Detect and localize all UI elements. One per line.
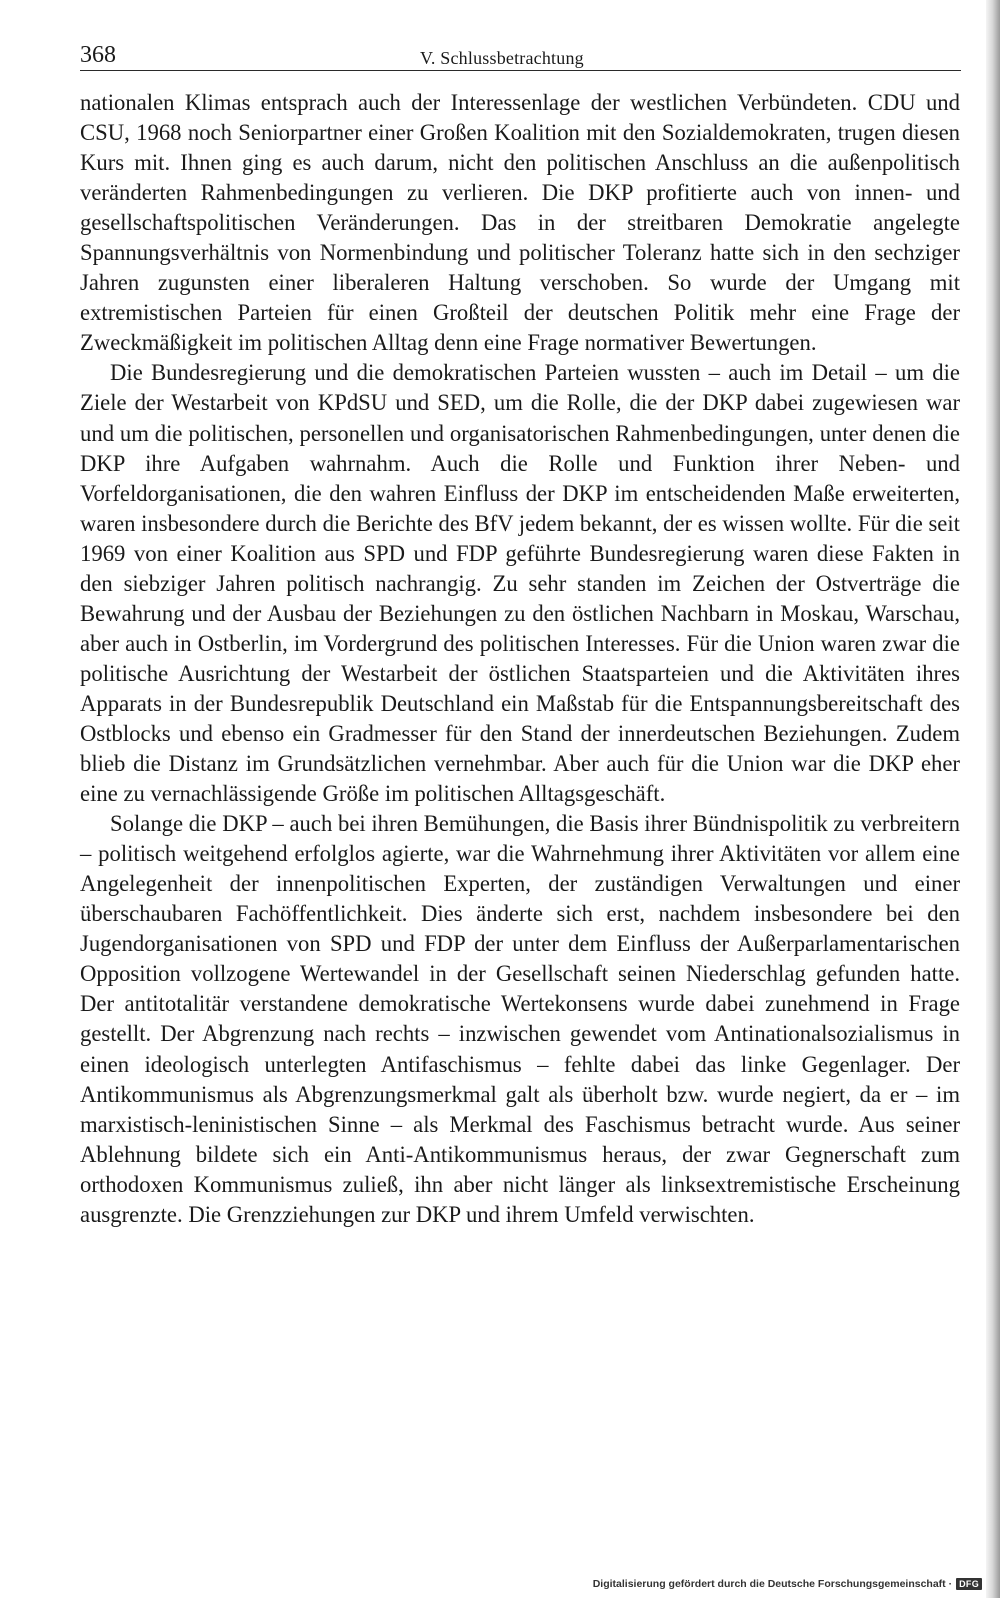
- page-edge-shadow: [986, 0, 1000, 1598]
- digitization-credit: [593, 1578, 982, 1590]
- page-number: 368: [80, 42, 116, 68]
- dfg-logo: DFG: [956, 1578, 982, 1590]
- paragraph-1: nationalen Klimas entsprach auch der Interessenlage der westlichen Verbündeten. CDU und CSU, 1968 noch Seniorpartner einer Großen Koalition mit den Sozialdemokraten, trugen diesen Kurs mit. Ihnen ging es auch darum, nicht den politischen Anschluss an die außenpolitisch veränderten Rahmenbedingungen zu verlieren. Die DKP profitierte auch von innen- und gesellschaftspolitischen Veränderungen. Das in der streitbaren Demokratie angelegte Spannungsverhältnis von Normenbindung und politischer Toleranz hatte sich in den sechziger Jahren zugunsten einer liberaleren Haltung verschoben. So wurde der Umgang mit extremistischen Parteien für einen Großteil der deutschen Politik mehr eine Frage der Zweckmäßigkeit im politischen Alltag denn eine Frage normativer Bewertungen.: [80, 90, 960, 356]
- credit-text: Digitalisierung gefördert durch die Deutsche Forschungsgemeinschaft ·: [592, 1578, 953, 1590]
- running-head: [80, 40, 961, 71]
- chapter-title: V. Schlussbetrachtung: [420, 48, 584, 68]
- paragraph-2: Die Bundesregierung und die demokratischen Parteien wussten – auch im Detail – um die Ziele der Westarbeit von KPdSU und SED, um die Rolle, die der DKP dabei zugewiesen war und um die politischen, personellen und organisatorischen Rahmenbedingungen, unter denen die DKP ihre Aufgaben wahrnahm. Auch die Rolle und Funktion ihrer Neben- und Vorfeldorganisationen, die den wahren Einfluss der DKP im entscheidenden Maße erweiterten, waren insbesondere durch die Berichte des BfV jedem bekannt, der es wissen wollte. Für die seit 1969 von einer Koalition aus SPD und FDP geführte Bundesregierung waren diese Fakten in den siebziger Jahren politisch nachrangig. Zu sehr standen im Zeichen der Ostverträge die Bewahrung und der Ausbau der Beziehungen zu den östlichen Nachbarn in Moskau, Warschau, aber auch in Ostberlin, im Vordergrund des politischen Interesses. Für die Union waren zwar die politische Ausrichtung der Westarbeit der östlichen Staatsparteien und die Aktivitäten ihres Apparats in der Bundesrepublik Deutschland ein Maßstab für die Entspannungsbereitschaft des Ostblocks und ebenso ein Gradmesser für den Stand der innerdeutschen Beziehungen. Zudem blieb die Distanz im Grundsätzlichen vernehmbar. Aber auch für die Union war die DKP eher eine zu vernachlässigende Größe im politischen Alltagsgeschäft.: [80, 360, 960, 807]
- paragraph-3: Solange die DKP – auch bei ihren Bemühungen, die Basis ihrer Bündnispolitik zu verbreitern – politisch weitgehend erfolglos agierte, war die Wahrnehmung ihrer Aktivitäten vor allem eine Angelegenheit der innenpolitischen Experten, der zuständigen Verwaltungen und einer überschaubaren Fachöffentlichkeit. Dies änderte sich erst, nachdem insbesondere bei den Jugendorganisationen von SPD und FDP der unter dem Einfluss der Außerparlamentarischen Opposition vollzogene Wertewandel in der Gesellschaft seinen Niederschlag gefunden hatte. Der antitotalitär verstandene demokratische Wertekonsens wurde dabei zunehmend in Frage gestellt. Der Abgrenzung nach rechts – inzwischen gewendet vom Antinationalsozialismus in einen ideologisch unterlegten Antifaschismus – fehlte dabei das linke Gegenlager. Der Antikommunismus als Abgrenzungsmerkmal galt als überholt bzw. wurde negiert, da er – im marxistisch-leninistischen Sinne – als Merkmal des Faschismus betracht wurde. Aus seiner Ablehnung bildete sich ein Anti-Antikommunismus heraus, der zwar Gegnerschaft zum orthodoxen Kommunismus zuließ, ihn aber nicht länger als linksextremistische Erscheinung ausgrenzte. Die Grenzziehungen zur DKP und ihrem Umfeld verwischten.: [80, 811, 960, 1227]
- body-text: [80, 88, 960, 1230]
